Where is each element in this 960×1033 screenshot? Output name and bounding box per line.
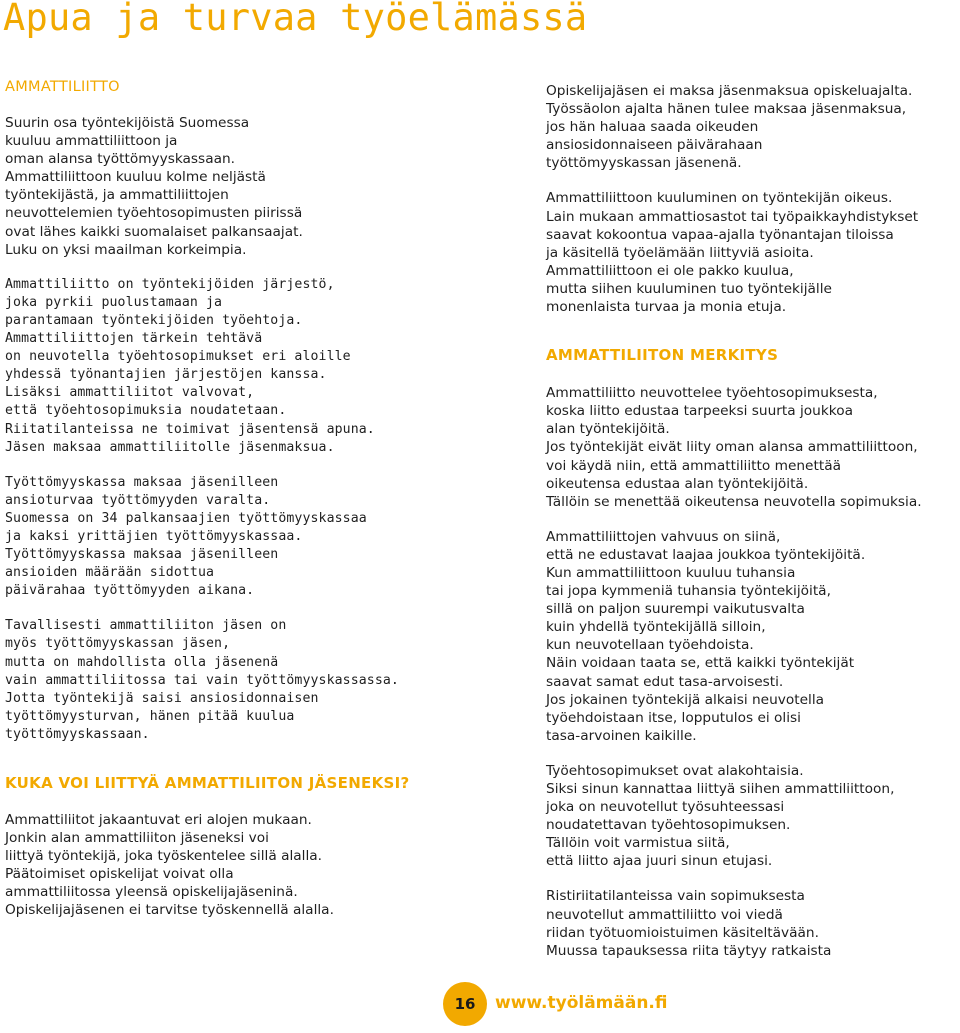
text-line: ovat lähes kaikki suomalaiset palkansaajat. [5, 223, 303, 240]
section-heading-kuka-voi-liittya: KUKA VOI LIITTYÄ AMMATTILIITON JÄSENEKSI? [5, 774, 410, 792]
text-line: Työehtosopimukset ovat alakohtaisia. [546, 762, 804, 779]
text-line: joka on neuvotellut työsuhteessasi [546, 799, 785, 816]
text-line: ammattiliitossa yleensä opiskelijajäseninä. [5, 884, 298, 901]
text-line: mutta on mahdollista olla jäsenenä [5, 654, 279, 670]
text-line: kuin yhdellä työntekijällä silloin, [546, 619, 766, 636]
text-line: Suurin osa työntekijöistä Suomessa [5, 115, 250, 131]
text-line: yhdessä työnantajien järjestöjen kanssa. [5, 367, 327, 383]
section-heading-ammattiliitto: AMMATTILIITTO [5, 79, 120, 95]
paragraph [546, 887, 960, 959]
text-line: Työttömyyskassa maksaa jäsenilleen [5, 547, 279, 563]
text-line: työttömyyskassaan. [5, 726, 150, 742]
text-line: työntekijästä, ja ammattiliittojen [5, 187, 229, 204]
paragraph [5, 114, 525, 259]
text-line: että työehtosopimuksia noudatetaan. [5, 403, 287, 419]
text-line: liittyä työntekijä, joka työskentelee sillä alalla. [5, 848, 322, 865]
text-line: Ammattiliittojen vahvuus on siinä, [546, 528, 781, 545]
paragraph [546, 762, 960, 871]
text-line: työttömyyskassan jäsenenä. [546, 155, 742, 172]
text-line: sillä on paljon suurempi vaikutusvalta [546, 601, 805, 618]
text-line: Ammattiliitto neuvottelee työehtosopimuksesta, [546, 385, 878, 402]
paragraph [546, 528, 960, 745]
text-line: koska liitto edustaa tarpeeksi suurta joukkoa [546, 403, 853, 420]
text-line: Ammattiliitot jakaantuvat eri alojen mukaan. [5, 812, 312, 828]
text-line: Opiskelijajäsen ei maksa jäsenmaksua opiskeluajalta. [546, 83, 913, 99]
page-number: 16 [443, 982, 487, 1026]
section-heading-ammattiliiton-merkitys: AMMATTILIITON MERKITYS [546, 346, 779, 365]
text-line: ja käsitellä työelämään liittyviä asioita. [546, 244, 814, 261]
text-line: jos hän haluaa saada oikeuden [546, 119, 759, 136]
paragraph [5, 474, 525, 601]
text-line: Lisäksi ammattiliitot valvovat, [5, 385, 255, 401]
text-line: Tavallisesti ammattiliiton jäsen on [5, 618, 287, 634]
text-line: Jäsen maksaa ammattiliitolle jäsenmaksua. [5, 439, 335, 455]
text-line: Jotta työntekijä saisi ansiosidonnaisen [5, 690, 319, 706]
text-line: oman alansa työttömyyskassaan. [5, 151, 235, 168]
text-line: Kun ammattiliittoon kuuluu tuhansia [546, 564, 796, 581]
text-line: saavat samat edut tasa-arvoisesti. [546, 673, 784, 690]
text-line: Tällöin se menettää oikeutensa neuvotella sopimuksia. [546, 493, 922, 510]
text-line: noudatettavan työehtosopimuksen. [546, 817, 791, 834]
text-line: että ne edustavat laajaa joukkoa työntekijöitä. [546, 546, 866, 563]
text-line: vain ammattiliitossa tai vain työttömyyskassassa. [5, 672, 399, 688]
text-line: parantamaan työntekijöiden työehtoja. [5, 312, 303, 328]
text-line: Riitatilanteissa ne toimivat jäsentensä apuna. [5, 421, 375, 437]
paragraph [546, 384, 960, 511]
text-line: neuvotellut ammattiliitto voi viedä [546, 906, 783, 923]
text-line: ansiosidonnaiseen päivärahaan [546, 137, 763, 154]
text-line: Jonkin alan ammattiliiton jäseneksi voi [5, 830, 269, 847]
text-line: Muussa tapauksessa riita täytyy ratkaista [546, 942, 832, 959]
text-line: Jos jokainen työntekijä alkaisi neuvotella [546, 691, 825, 708]
text-line: ansioiden määrään sidottua [5, 565, 215, 581]
left-column [5, 79, 525, 920]
paragraph [5, 276, 525, 457]
text-line: Työttömyyskassa maksaa jäsenilleen [5, 474, 279, 490]
text-line: monenlaista turvaa ja monia etuja. [546, 299, 787, 316]
text-line: neuvottelemien työehtosopimusten piirissä [5, 205, 303, 222]
paragraph [5, 811, 525, 920]
text-line: riidan työtuomioistuimen käsiteltävään. [546, 924, 819, 941]
text-line: Siksi sinun kannattaa liittyä siihen ammattiliittoon, [546, 781, 895, 797]
text-line: mutta siihen kuuluminen tuo työntekijälle [546, 280, 832, 297]
site-url-link[interactable]: www.työlämään.fi [495, 993, 668, 1013]
text-line: kun neuvotellaan työehdoista. [546, 637, 754, 654]
text-line: ansioturvaa työttömyyden varalta. [5, 492, 271, 508]
text-line: Suomessa on 34 palkansaajien työttömyyskassaa [5, 510, 367, 526]
text-line: Opiskelijajäsenen ei tarvitse työskennellä alalla. [5, 902, 334, 919]
text-line: tai jopa kymmeniä tuhansia työntekijöitä, [546, 583, 831, 600]
text-line: päivärahaa työttömyyden aikana. [5, 583, 255, 599]
text-line: Tällöin voit varmistua siitä, [546, 835, 730, 852]
paragraph [546, 189, 960, 316]
page-title: Apua ja turvaa työelämässä [3, 0, 588, 39]
text-line: tasa-arvoinen kaikille. [546, 727, 697, 744]
text-line: työehdoistaan itse, lopputulos ei olisi [546, 709, 801, 726]
right-column [546, 82, 960, 960]
text-line: Näin voidaan taata se, että kaikki työntekijät [546, 655, 855, 672]
text-line: Ammattiliittojen tärkein tehtävä [5, 331, 263, 347]
text-line: Lain mukaan ammattiosastot tai työpaikkayhdistykset [546, 208, 919, 225]
paragraph [546, 82, 960, 172]
text-line: Luku on yksi maailman korkeimpia. [5, 241, 247, 258]
text-line: myös työttömyyskassan jäsen, [5, 636, 231, 652]
text-line: oikeutensa edustaa alan työntekijöitä. [546, 475, 809, 492]
text-line: on neuvotella työehtosopimukset eri aloille [5, 349, 351, 365]
text-line: että liitto ajaa juuri sinun etujasi. [546, 853, 773, 870]
text-line: Ammattiliitto on työntekijöiden järjestö, [5, 276, 335, 292]
text-line: Jos työntekijät eivät liity oman alansa ammattiliittoon, [546, 439, 918, 456]
text-line: Ammattiliittoon ei ole pakko kuulua, [546, 262, 794, 279]
text-line: Päätoimiset opiskelijat voivat olla [5, 866, 234, 883]
text-line: Ammattiliittoon kuuluu kolme neljästä [5, 169, 266, 186]
text-line: kuuluu ammattiliittoon ja [5, 133, 178, 150]
text-line: ja kaksi yrittäjien työttömyyskassaa. [5, 528, 303, 544]
text-line: Työssäolon ajalta hänen tulee maksaa jäsenmaksua, [546, 101, 907, 118]
text-line: Ammattiliittoon kuuluminen on työntekijän oikeus. [546, 190, 893, 207]
text-line: Ristiriitatilanteissa vain sopimuksesta [546, 888, 805, 905]
text-line: joka pyrkii puolustamaan ja [5, 294, 223, 310]
text-line: voi käydä niin, että ammattiliitto menettää [546, 457, 841, 474]
paragraph [5, 617, 525, 744]
text-line: saavat kokoontua vapaa-ajalla työnantajan tiloissa [546, 226, 894, 243]
text-line: alan työntekijöitä. [546, 421, 670, 438]
text-line: työttömyysturvan, hänen pitää kuulua [5, 708, 295, 724]
